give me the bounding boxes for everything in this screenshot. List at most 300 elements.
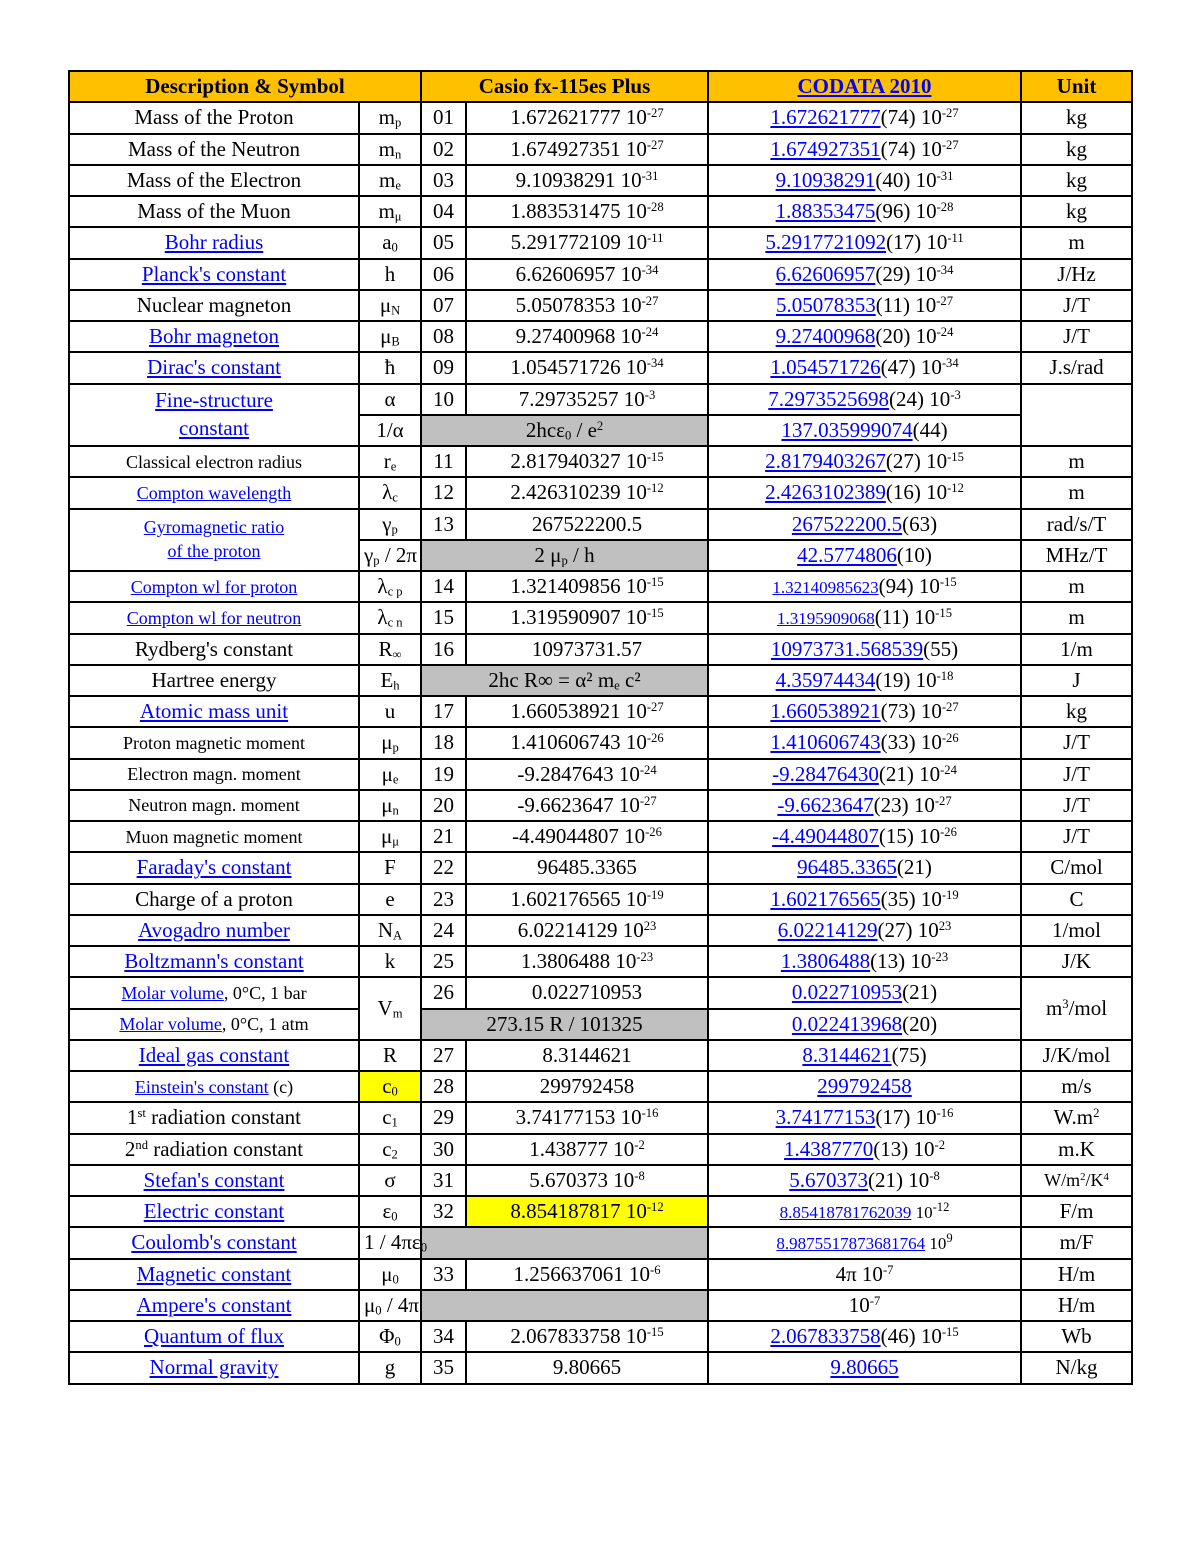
- codata-value[interactable]: 1.4387770(13) $10^{-2}$: [708, 1134, 1021, 1165]
- casio-value: 2.067833758 $10^{-15}$: [466, 1321, 708, 1352]
- codata-value[interactable]: 9.80665: [708, 1352, 1021, 1383]
- unit: [1021, 384, 1132, 447]
- description-link[interactable]: Dirac's constant: [147, 355, 281, 380]
- symbol: g: [359, 1352, 421, 1383]
- codata-value[interactable]: 1.660538921(73) $10^{-27}$: [708, 696, 1021, 727]
- symbol: R: [359, 1040, 421, 1071]
- description-link[interactable]: Avogadro number: [138, 917, 290, 942]
- gyro-link-2[interactable]: of the proton: [167, 540, 261, 561]
- codata-value[interactable]: 1.602176565(35) $10^{-19}$: [708, 884, 1021, 915]
- unit: H/m: [1021, 1259, 1132, 1290]
- symbol: $\mu_e$: [359, 759, 421, 790]
- codata-value[interactable]: 42.5774806(10): [708, 540, 1021, 571]
- description[interactable]: Einstein's constant (c): [69, 1071, 359, 1102]
- gyromagnetic-desc[interactable]: [69, 509, 359, 572]
- symbol: F: [359, 852, 421, 883]
- casio-value: 0.022710953: [466, 977, 708, 1008]
- casio-value: 8.854187817 $10^{-12}$: [466, 1196, 708, 1227]
- codata-value[interactable]: 1.410606743(33) $10^{-26}$: [708, 727, 1021, 758]
- casio-value: 2.426310239 $10^{-12}$: [466, 477, 708, 508]
- symbol: $\mu_N$: [359, 290, 421, 321]
- symbol: $\lambda_{c n}$: [359, 602, 421, 633]
- symbol: $\gamma_p / 2\pi$: [359, 540, 421, 571]
- description[interactable]: [69, 915, 359, 946]
- symbol: $c_2$: [359, 1134, 421, 1165]
- casio-value: 1.321409856 $10^{-15}$: [466, 571, 708, 602]
- symbol: $c_0$: [359, 1071, 421, 1102]
- table-row: [69, 321, 1132, 352]
- description: Mass of the Muon: [69, 196, 359, 227]
- casio-value: 1.602176565 $10^{-19}$: [466, 884, 708, 915]
- symbol: $\Phi_0$: [359, 1321, 421, 1352]
- description-link[interactable]: Faraday's constant: [136, 855, 292, 880]
- casio-number: 05: [421, 227, 466, 258]
- description[interactable]: Stefan's constant: [69, 1165, 359, 1196]
- codata-value[interactable]: 5.05078353(11) $10^{-27}$: [708, 290, 1021, 321]
- codata-value[interactable]: 1.672621777(74) $10^{-27}$: [708, 102, 1021, 133]
- casio-value: 1.672621777 $10^{-27}$: [466, 102, 708, 133]
- casio-number: 14: [421, 571, 466, 602]
- symbol: $\mu_B$: [359, 321, 421, 352]
- codata-value[interactable]: 1.3195909068(11) $10^{-15}$: [708, 602, 1021, 633]
- description: 1st radiation constant: [69, 1102, 359, 1133]
- casio-number: 18: [421, 727, 466, 758]
- table-body-4: [69, 696, 1132, 977]
- symbol: $m_n$: [359, 134, 421, 165]
- symbol: h: [359, 259, 421, 290]
- casio-value: 9.10938291 $10^{-31}$: [466, 165, 708, 196]
- description[interactable]: [69, 602, 359, 633]
- table-row: [69, 946, 1132, 977]
- casio-number: 24: [421, 915, 466, 946]
- codata-value[interactable]: 0.022413968(20): [708, 1009, 1021, 1040]
- table-row: [69, 915, 1132, 946]
- codata-value: 4π $10^{-7}$: [708, 1259, 1021, 1290]
- header-casio: Casio fx-115es Plus: [421, 71, 708, 102]
- table-body-3: [69, 571, 1132, 665]
- casio-value: 1.256637061 $10^{-6}$: [466, 1259, 708, 1290]
- description-link[interactable]: Bohr magneton: [148, 324, 280, 349]
- unit: H/m: [1021, 1290, 1132, 1321]
- codata-value[interactable]: 1.32140985623(94) $10^{-15}$: [708, 571, 1021, 602]
- description[interactable]: Magnetic constant: [69, 1259, 359, 1290]
- unit: m/F: [1021, 1227, 1132, 1258]
- codata-value[interactable]: 8.3144621(75): [708, 1040, 1021, 1071]
- table-row: [69, 696, 1132, 727]
- casio-value: 1.319590907 $10^{-15}$: [466, 602, 708, 633]
- header-codata[interactable]: [708, 71, 1021, 102]
- casio-number: 31: [421, 1165, 466, 1196]
- codata-value[interactable]: 7.2973525698(24) $10^{-3}$: [708, 384, 1021, 415]
- symbol: ħ: [359, 352, 421, 383]
- symbol: $a_0$: [359, 227, 421, 258]
- codata-value[interactable]: 3.74177153(17) $10^{-16}$: [708, 1102, 1021, 1133]
- unit: C/mol: [1021, 852, 1132, 883]
- unit: $W.m^2$: [1021, 1102, 1132, 1133]
- table-row: [69, 602, 1132, 633]
- unit: F/m: [1021, 1196, 1132, 1227]
- codata-value[interactable]: -4.49044807(15) $10^{-26}$: [708, 821, 1021, 852]
- table-row: [69, 1134, 1132, 1165]
- unit: J/T: [1021, 290, 1132, 321]
- symbol: $\mu_0$: [359, 1259, 421, 1290]
- codata-value[interactable]: 1.88353475(96) $10^{-28}$: [708, 196, 1021, 227]
- description[interactable]: Normal gravity: [69, 1352, 359, 1383]
- casio-value: 2.817940327 $10^{-15}$: [466, 446, 708, 477]
- table-row: [69, 852, 1132, 883]
- unit: kg: [1021, 102, 1132, 133]
- casio-value: 1.660538921 $10^{-27}$: [466, 696, 708, 727]
- unit: J/K: [1021, 946, 1132, 977]
- casio-value: 3.74177153 $10^{-16}$: [466, 1102, 708, 1133]
- casio-value: 1.410606743 $10^{-26}$: [466, 727, 708, 758]
- casio-value: -9.6623647 $10^{-27}$: [466, 790, 708, 821]
- symbol: $\lambda_{c p}$: [359, 571, 421, 602]
- casio-number: 17: [421, 696, 466, 727]
- symbol: $\lambda_c$: [359, 477, 421, 508]
- table-body-2: [69, 446, 1132, 509]
- table-row: [69, 477, 1132, 508]
- codata-value[interactable]: 96485.3365(21): [708, 852, 1021, 883]
- tail-block: [69, 1071, 1132, 1384]
- description[interactable]: [69, 321, 359, 352]
- symbol: $m_p$: [359, 102, 421, 133]
- casio-value: 8.3144621: [466, 1040, 708, 1071]
- description[interactable]: Coulomb's constant: [69, 1227, 359, 1258]
- description: Electron magn. moment: [69, 759, 359, 790]
- unit: rad/s/T: [1021, 509, 1132, 540]
- table-row: [69, 1227, 1132, 1258]
- casio-value: 10973731.57: [466, 634, 708, 665]
- casio-number: 06: [421, 259, 466, 290]
- header-row: [69, 71, 1132, 102]
- codata-value[interactable]: 1.674927351(74) $10^{-27}$: [708, 134, 1021, 165]
- formula: 2 $\mu_p$ / h: [421, 540, 708, 571]
- description[interactable]: [69, 477, 359, 508]
- unit: kg: [1021, 196, 1132, 227]
- table-row: [69, 821, 1132, 852]
- casio-value: 1.438777 $10^{-2}$: [466, 1134, 708, 1165]
- casio-value: 6.62606957 $10^{-34}$: [466, 259, 708, 290]
- casio-value: -4.49044807 $10^{-26}$: [466, 821, 708, 852]
- symbol: 1/α: [359, 415, 421, 446]
- codata-value[interactable]: 267522200.5(63): [708, 509, 1021, 540]
- casio-number: 19: [421, 759, 466, 790]
- symbol: $r_e$: [359, 446, 421, 477]
- table-row: [69, 165, 1132, 196]
- description[interactable]: Molar volume, 0°C, 1 bar: [69, 977, 359, 1008]
- codata-value[interactable]: 10973731.568539(55): [708, 634, 1021, 665]
- table-row: [69, 227, 1132, 258]
- gyro-link-1[interactable]: Gyromagnetic ratio: [143, 517, 285, 538]
- casio-number: 20: [421, 790, 466, 821]
- description[interactable]: Quantum of flux: [69, 1321, 359, 1352]
- unit: J/T: [1021, 821, 1132, 852]
- casio-value: 9.80665: [466, 1352, 708, 1383]
- unit: kg: [1021, 165, 1132, 196]
- casio-number: 02: [421, 134, 466, 165]
- empty-formula: [421, 1227, 708, 1258]
- fine-structure-desc[interactable]: [69, 384, 359, 447]
- description: Rydberg's constant: [69, 634, 359, 665]
- description[interactable]: [69, 696, 359, 727]
- table-row: [69, 884, 1132, 915]
- symbol: u: [359, 696, 421, 727]
- unit: m.K: [1021, 1134, 1132, 1165]
- table-row: [69, 634, 1132, 665]
- casio-value: 5.05078353 $10^{-27}$: [466, 290, 708, 321]
- table-row: [69, 1040, 1132, 1071]
- description-link[interactable]: Compton wl for proton: [130, 576, 298, 597]
- codata-value[interactable]: 2.8179403267(27) $10^{-15}$: [708, 446, 1021, 477]
- codata-value[interactable]: 6.62606957(29) $10^{-34}$: [708, 259, 1021, 290]
- codata-value[interactable]: 1.3806488(13) $10^{-23}$: [708, 946, 1021, 977]
- description: Mass of the Electron: [69, 165, 359, 196]
- casio-number: 26: [421, 977, 466, 1008]
- table-row: [69, 1165, 1132, 1196]
- table-row: [69, 1196, 1132, 1227]
- description: Mass of the Neutron: [69, 134, 359, 165]
- codata-value[interactable]: 8.85418781762039 $10^{-12}$: [708, 1196, 1021, 1227]
- symbol: $1 / 4\pi\varepsilon_0$: [359, 1227, 421, 1258]
- description[interactable]: Molar volume, 0°C, 1 atm: [69, 1009, 359, 1040]
- casio-number: 30: [421, 1134, 466, 1165]
- casio-number: 28: [421, 1071, 466, 1102]
- description[interactable]: [69, 946, 359, 977]
- casio-number: 34: [421, 1321, 466, 1352]
- table-row: [69, 1290, 1132, 1321]
- symbol: $m_e$: [359, 165, 421, 196]
- codata-value[interactable]: 5.670373(21) $10^{-8}$: [708, 1165, 1021, 1196]
- unit: J/T: [1021, 321, 1132, 352]
- unit: $W/m^2/K^4$: [1021, 1165, 1132, 1196]
- unit: Wb: [1021, 1321, 1132, 1352]
- codata-value[interactable]: 6.02214129(27) $10^{23}$: [708, 915, 1021, 946]
- table-row: [69, 665, 1132, 696]
- unit: J/Hz: [1021, 259, 1132, 290]
- unit: m: [1021, 477, 1132, 508]
- codata-link[interactable]: CODATA 2010: [797, 74, 932, 99]
- codata-value[interactable]: -9.6623647(23) $10^{-27}$: [708, 790, 1021, 821]
- unit: m: [1021, 227, 1132, 258]
- header-description: Description & Symbol: [69, 71, 421, 102]
- description[interactable]: [69, 852, 359, 883]
- casio-number: 01: [421, 102, 466, 133]
- casio-value: 5.291772109 $10^{-11}$: [466, 227, 708, 258]
- symbol: $\mu_p$: [359, 727, 421, 758]
- unit: $m^3$/mol: [1021, 977, 1132, 1040]
- codata-value: $10^{-7}$: [708, 1290, 1021, 1321]
- symbol: $R_\infty$: [359, 634, 421, 665]
- table-row: [69, 1102, 1132, 1133]
- description-link[interactable]: Atomic mass unit: [139, 699, 289, 724]
- casio-value: 6.02214129 $10^{23}$: [466, 915, 708, 946]
- description[interactable]: Ampere's constant: [69, 1290, 359, 1321]
- symbol: $\mu_\mu$: [359, 821, 421, 852]
- codata-value[interactable]: 1.054571726(47) $10^{-34}$: [708, 352, 1021, 383]
- header-unit: Unit: [1021, 71, 1132, 102]
- symbol: k: [359, 946, 421, 977]
- casio-number: 10: [421, 384, 466, 415]
- description: Proton magnetic moment: [69, 727, 359, 758]
- codata-value[interactable]: 4.35974434(19) $10^{-18}$: [708, 665, 1021, 696]
- casio-number: 09: [421, 352, 466, 383]
- description[interactable]: Electric constant: [69, 1196, 359, 1227]
- description-link[interactable]: Compton wl for neutron: [126, 607, 302, 628]
- table-row: [69, 1352, 1132, 1383]
- description[interactable]: [69, 259, 359, 290]
- symbol: $\varepsilon_0$: [359, 1196, 421, 1227]
- symbol: $V_m$: [359, 977, 421, 1040]
- table-body-5: [69, 1040, 1132, 1071]
- unit: N/kg: [1021, 1352, 1132, 1383]
- table-row: [69, 102, 1132, 133]
- casio-number: 11: [421, 446, 466, 477]
- unit: m: [1021, 602, 1132, 633]
- casio-value: 5.670373 $10^{-8}$: [466, 1165, 708, 1196]
- formula: $2hc\varepsilon_0 / e^2$: [421, 415, 708, 446]
- symbol: $N_A$: [359, 915, 421, 946]
- symbol: $\mu_0 / 4\pi$: [359, 1290, 421, 1321]
- casio-number: 25: [421, 946, 466, 977]
- casio-value: 7.29735257 $10^{-3}$: [466, 384, 708, 415]
- casio-number: 21: [421, 821, 466, 852]
- symbol: σ: [359, 1165, 421, 1196]
- casio-number: 15: [421, 602, 466, 633]
- description: 2nd radiation constant: [69, 1134, 359, 1165]
- casio-number: 22: [421, 852, 466, 883]
- casio-number: 03: [421, 165, 466, 196]
- table-row: [69, 977, 1132, 1008]
- casio-number: 33: [421, 1259, 466, 1290]
- table-row: [69, 790, 1132, 821]
- unit: kg: [1021, 134, 1132, 165]
- codata-value[interactable]: 8.9875517873681764 $10^9$: [708, 1227, 1021, 1258]
- casio-value: 9.27400968 $10^{-24}$: [466, 321, 708, 352]
- symbol: $m_\mu$: [359, 196, 421, 227]
- unit: m: [1021, 446, 1132, 477]
- description[interactable]: [69, 571, 359, 602]
- description[interactable]: [69, 227, 359, 258]
- table-row: [69, 1071, 1132, 1102]
- table-row: [69, 196, 1132, 227]
- description: Hartree energy: [69, 665, 359, 696]
- table-row: [69, 509, 1132, 540]
- unit: MHz/T: [1021, 540, 1132, 571]
- empty-formula: [421, 1290, 708, 1321]
- table-body-1: [69, 102, 1132, 383]
- hartree-block: [69, 665, 1132, 696]
- symbol: e: [359, 884, 421, 915]
- description-link[interactable]: Bohr radius: [164, 230, 264, 255]
- formula: 2hc R∞ = α² $m_e$ c²: [421, 665, 708, 696]
- table-row: [69, 259, 1132, 290]
- casio-value: -9.2847643 $10^{-24}$: [466, 759, 708, 790]
- casio-number: 16: [421, 634, 466, 665]
- table-row: [69, 759, 1132, 790]
- casio-number: 23: [421, 884, 466, 915]
- codata-value[interactable]: 0.022710953(21): [708, 977, 1021, 1008]
- unit: C: [1021, 884, 1132, 915]
- description: Mass of the Proton: [69, 102, 359, 133]
- casio-value: 299792458: [466, 1071, 708, 1102]
- table-row: [69, 571, 1132, 602]
- casio-number: 08: [421, 321, 466, 352]
- codata-value[interactable]: 299792458: [708, 1071, 1021, 1102]
- description-link[interactable]: Compton wavelength: [136, 482, 292, 503]
- casio-value: 1.3806488 $10^{-23}$: [466, 946, 708, 977]
- unit: m/s: [1021, 1071, 1132, 1102]
- table-row: [69, 446, 1132, 477]
- codata-value[interactable]: 2.067833758(46) $10^{-15}$: [708, 1321, 1021, 1352]
- casio-number: 07: [421, 290, 466, 321]
- casio-number: 35: [421, 1352, 466, 1383]
- casio-number: 32: [421, 1196, 466, 1227]
- unit: J.s/rad: [1021, 352, 1132, 383]
- codata-value[interactable]: -9.28476430(21) $10^{-24}$: [708, 759, 1021, 790]
- description: Neutron magn. moment: [69, 790, 359, 821]
- casio-number: 13: [421, 509, 466, 540]
- casio-number: 12: [421, 477, 466, 508]
- unit: 1/mol: [1021, 915, 1132, 946]
- fine-structure-link-1[interactable]: Fine-structure: [155, 388, 273, 413]
- description-link[interactable]: Boltzmann's constant: [124, 949, 304, 974]
- constants-table: [68, 70, 1133, 1385]
- casio-value: 1.054571726 $10^{-34}$: [466, 352, 708, 383]
- codata-value[interactable]: 2.4263102389(16) $10^{-12}$: [708, 477, 1021, 508]
- unit: m: [1021, 571, 1132, 602]
- casio-number: 29: [421, 1102, 466, 1133]
- casio-value: 1.883531475 $10^{-28}$: [466, 196, 708, 227]
- table-row: [69, 1321, 1132, 1352]
- casio-number: 04: [421, 196, 466, 227]
- codata-value[interactable]: 5.2917721092(17) $10^{-11}$: [708, 227, 1021, 258]
- description: Classical electron radius: [69, 446, 359, 477]
- fine-structure-link-2[interactable]: constant: [179, 415, 249, 440]
- molar-volume-block: [69, 977, 1132, 1040]
- symbol: $\mu_n$: [359, 790, 421, 821]
- gyromagnetic-block: [69, 509, 1132, 572]
- description[interactable]: [69, 1040, 359, 1071]
- codata-value[interactable]: 9.10938291(40) $10^{-31}$: [708, 165, 1021, 196]
- description[interactable]: [69, 352, 359, 383]
- casio-value: 1.674927351 $10^{-27}$: [466, 134, 708, 165]
- casio-number: 27: [421, 1040, 466, 1071]
- unit: J/T: [1021, 727, 1132, 758]
- codata-value[interactable]: 137.035999074(44): [708, 415, 1021, 446]
- table-row: [69, 352, 1132, 383]
- fine-structure-block: [69, 384, 1132, 447]
- codata-value[interactable]: 9.27400968(20) $10^{-24}$: [708, 321, 1021, 352]
- symbol: $c_1$: [359, 1102, 421, 1133]
- description: Nuclear magneton: [69, 290, 359, 321]
- symbol: $\gamma_p$: [359, 509, 421, 540]
- description-link[interactable]: Planck's constant: [141, 261, 287, 286]
- unit: J: [1021, 665, 1132, 696]
- table-row: [69, 134, 1132, 165]
- table-row: [69, 727, 1132, 758]
- casio-value: 267522200.5: [466, 509, 708, 540]
- unit: J/T: [1021, 790, 1132, 821]
- description-link[interactable]: Ideal gas constant: [138, 1042, 290, 1067]
- description: Muon magnetic moment: [69, 821, 359, 852]
- casio-value: 96485.3365: [466, 852, 708, 883]
- unit: J/K/mol: [1021, 1040, 1132, 1071]
- formula: 273.15 R / 101325: [421, 1009, 708, 1040]
- table-row: [69, 384, 1132, 415]
- description: Charge of a proton: [69, 884, 359, 915]
- unit: J/T: [1021, 759, 1132, 790]
